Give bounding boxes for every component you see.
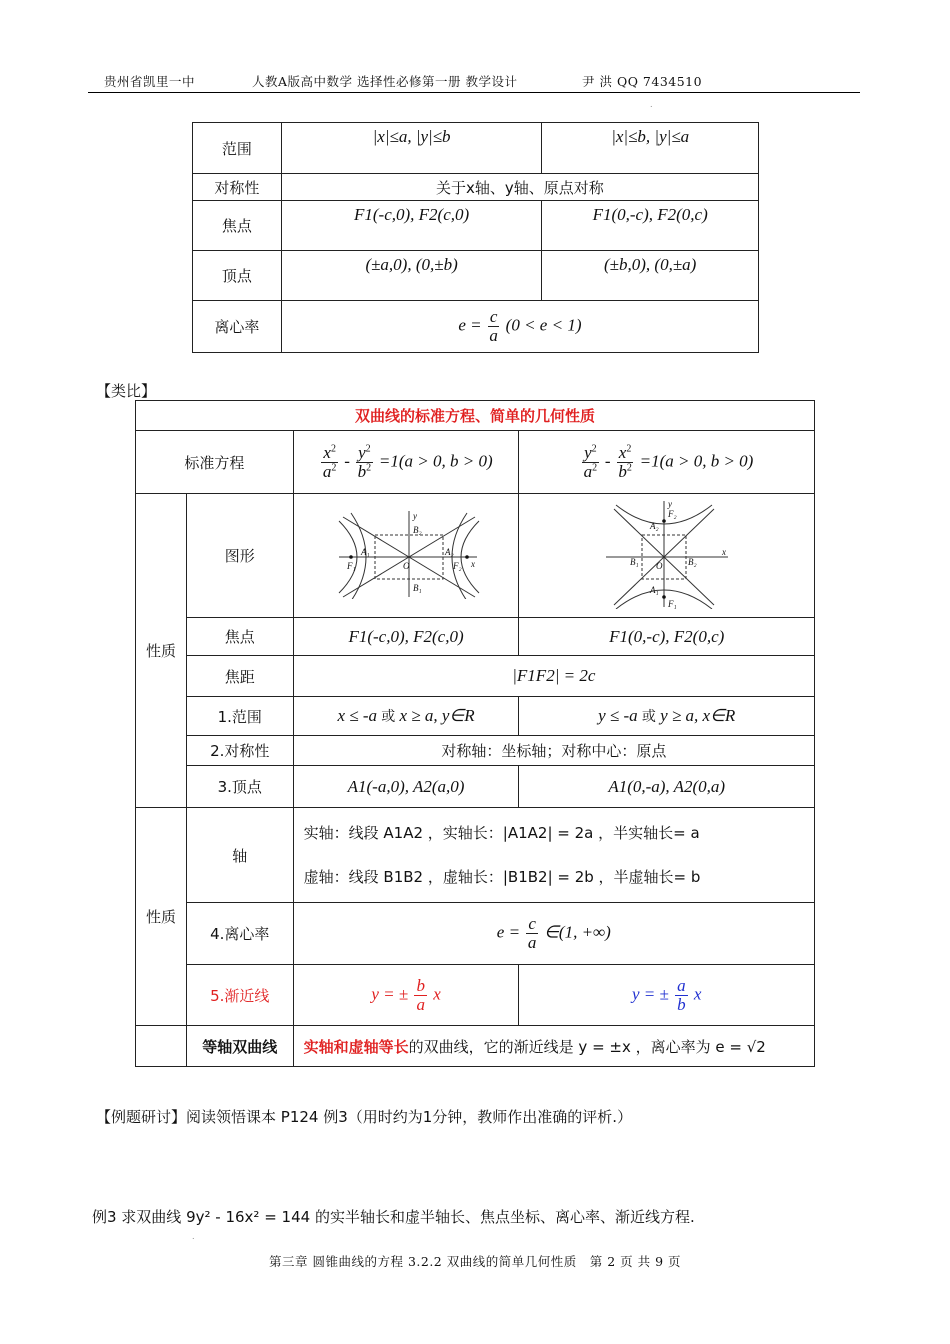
table-row <box>136 1026 815 1067</box>
table-row <box>136 656 815 697</box>
equi-cell <box>293 1026 814 1067</box>
page-header <box>88 72 860 92</box>
table-row <box>136 618 815 656</box>
ellipse-properties-table <box>192 122 759 353</box>
vertex-label: 3.顶点 <box>186 766 293 808</box>
header-author: 尹 洪 QQ 7434510 <box>582 74 703 89</box>
vertex-cell-1: A1(-a,0), A2(a,0) <box>293 766 519 808</box>
svg-text:A₁: A₁ <box>649 584 659 595</box>
empty-cell <box>136 1026 187 1067</box>
std-eq-label: 标准方程 <box>136 431 294 494</box>
focus-cell-1: F1(-c,0), F2(c,0) <box>293 618 519 656</box>
svg-text:y: y <box>667 498 672 509</box>
table-row <box>193 174 759 201</box>
hyperbola-properties-table <box>135 400 815 1067</box>
table-row <box>136 903 815 965</box>
real-axis-text: 实轴：线段 A1A2 ，实轴长：|A1A2| = 2a ，半实轴长= a <box>303 824 700 842</box>
vertex-cell-2: (±b,0), (0,±a) <box>542 251 759 301</box>
svg-text:y: y <box>413 510 418 521</box>
sym-cell: 对称轴：坐标轴；对称中心：原点 <box>293 736 814 766</box>
row-label: 顶点 <box>193 251 282 301</box>
hyperbola-vertical-figure <box>602 499 732 609</box>
asym-cell-1: y = ± $\frac{b}{a}$ x <box>293 965 519 1026</box>
svg-text:F₁: F₁ <box>347 560 356 571</box>
asym-cell-2: y = ± $\frac{a}{b}$ x <box>519 965 815 1026</box>
svg-text:F₁: F₁ <box>667 598 677 609</box>
range-label: 1.范围 <box>186 697 293 736</box>
svg-text:B₂: B₂ <box>413 524 422 535</box>
table-title: 双曲线的标准方程、简单的几何性质 <box>136 401 815 431</box>
table-row <box>136 401 815 431</box>
header-book: 人教A版高中数学 选择性必修第一册 教学设计 <box>252 74 518 89</box>
eccentricity-cell: e = $\frac{c}{a}$ (0 < e < 1) <box>281 301 758 353</box>
range-cell-2: |x|≤b, |y|≤a <box>542 123 759 174</box>
header-rule <box>88 92 860 93</box>
table-row <box>136 766 815 808</box>
asym-label: 5.渐近线 <box>186 965 293 1026</box>
page-footer: 第三章 圆锥曲线的方程 3.2.2 双曲线的简单几何性质 第 2 页 共 9 页 <box>269 1254 681 1269</box>
range-cell-1: x ≤ -a 或 x ≥ a, y∈R <box>293 697 519 736</box>
table-row <box>193 123 759 174</box>
right-branch-outer <box>452 513 467 599</box>
range-cell-2: y ≤ -a 或 y ≥ a, x∈R <box>519 697 815 736</box>
axis-cell <box>293 808 814 903</box>
ecc-cell: e = $\frac{c}{a}$ ∈(1, +∞) <box>293 903 814 965</box>
graph-y-axis-hyperbola <box>519 494 815 618</box>
table-row <box>136 965 815 1026</box>
focus-cell-2: F1(0,-c), F2(0,c) <box>519 618 815 656</box>
equi-rest: 的双曲线，它的渐近线是 y = ±x ，离心率为 e = √2 <box>408 1037 766 1056</box>
focus-label: 焦点 <box>186 618 293 656</box>
table-row <box>193 301 759 353</box>
row-label: 范围 <box>193 123 282 174</box>
svg-text:B₂: B₂ <box>687 556 697 567</box>
svg-text:O: O <box>655 560 663 571</box>
focal-dist-cell: |F1F2| = 2c <box>293 656 814 697</box>
row-label: 离心率 <box>193 301 282 353</box>
props-label: 性质 <box>136 494 187 808</box>
table-row <box>193 251 759 301</box>
symmetry-cell: 关于x轴、y轴、原点对称 <box>281 174 758 201</box>
header-school: 贵州省凯里一中 <box>104 74 196 89</box>
props-label-2: 性质 <box>136 808 187 1026</box>
imag-axis-text: 虚轴：线段 B1B2 ，虚轴长：|B1B2| = 2b ，半虚轴长= b <box>303 868 701 886</box>
hyperbola-horizontal-figure <box>331 509 481 599</box>
svg-text:F₂: F₂ <box>667 508 677 519</box>
example-3: 例3 求双曲线 9y² - 16x² = 144 的实半轴长和虚半轴长、焦点坐标、离心率、渐近线方程. <box>92 1208 695 1226</box>
stray-dot: . <box>192 1232 195 1241</box>
svg-text:x: x <box>721 546 726 557</box>
svg-text:F₂: F₂ <box>453 560 462 571</box>
graph-x-axis-hyperbola <box>293 494 519 618</box>
table-row <box>193 201 759 251</box>
std-eq-x: $\frac{x^2}{a^2}$ - $\frac{y^2}{b^2}$ =1(a > 0, b > 0) <box>293 431 519 494</box>
svg-text:B₁: B₁ <box>413 582 422 593</box>
table-row <box>136 808 815 903</box>
range-cell-1: |x|≤a, |y|≤b <box>281 123 542 174</box>
equi-label: 等轴双曲线 <box>186 1026 293 1067</box>
focus-cell-2: F1(0,-c), F2(0,c) <box>542 201 759 251</box>
stray-dot: . <box>650 100 653 109</box>
vertex-cell-2: A1(0,-a), A2(0,a) <box>519 766 815 808</box>
example-intro: 【例题研讨】阅读领悟课本 P124 例3（用时约为1分钟，教师作出准确的评析.） <box>96 1108 633 1126</box>
svg-text:A₂: A₂ <box>649 520 659 531</box>
sym-label: 2.对称性 <box>186 736 293 766</box>
svg-text:B₁: B₁ <box>629 556 639 567</box>
row-label: 对称性 <box>193 174 282 201</box>
table-row <box>136 736 815 766</box>
focal-dist-label: 焦距 <box>186 656 293 697</box>
axis-label: 轴 <box>186 808 293 903</box>
graph-label: 图形 <box>186 494 293 618</box>
vertex-cell-1: (±a,0), (0,±b) <box>281 251 542 301</box>
std-eq-y: $\frac{y^2}{a^2}$ - $\frac{x^2}{b^2}$ =1(a > 0, b > 0) <box>519 431 815 494</box>
focus-cell-1: F1(-c,0), F2(c,0) <box>281 201 542 251</box>
ecc-label: 4.离心率 <box>186 903 293 965</box>
svg-text:A₁: A₁ <box>361 546 370 557</box>
equi-highlight: 实轴和虚轴等长 <box>303 1037 409 1056</box>
svg-text:O: O <box>403 560 410 571</box>
analogy-label: 【类比】 <box>96 382 157 400</box>
row-label: 焦点 <box>193 201 282 251</box>
table-row <box>136 431 815 494</box>
table-row <box>136 494 815 618</box>
svg-text:A₂: A₂ <box>445 546 454 557</box>
svg-text:x: x <box>471 558 476 569</box>
table-row <box>136 697 815 736</box>
